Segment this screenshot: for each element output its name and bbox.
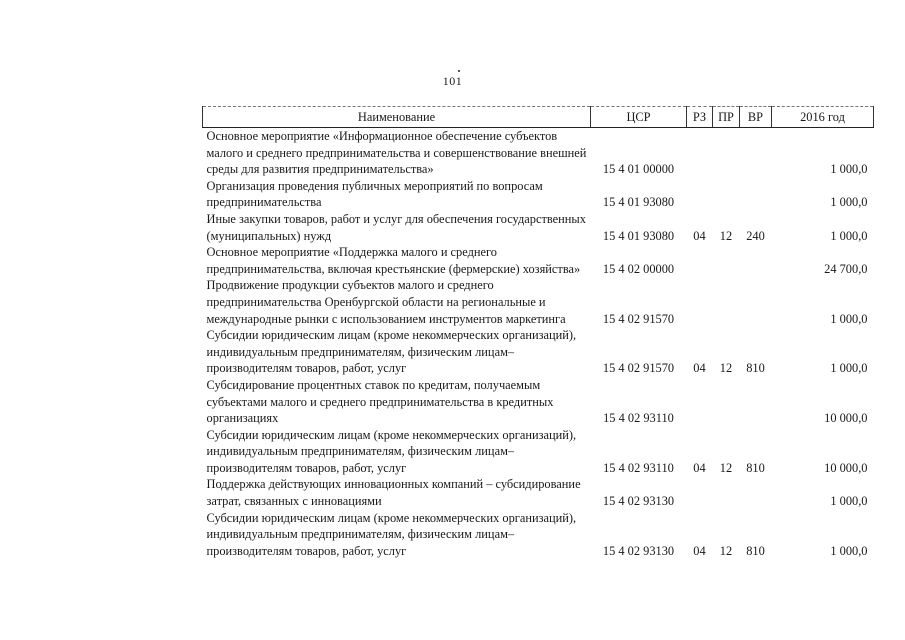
row-csr: 15 4 02 93130 — [602, 543, 675, 558]
row-vr: 810 — [746, 543, 765, 558]
row-amount: 1 000,0 — [830, 311, 868, 326]
row-pr — [713, 128, 740, 178]
row-name: Организация проведения публичных мероприятий по вопросам предпринимательства — [206, 178, 543, 210]
row-pr — [713, 277, 740, 327]
row-csr: 15 4 01 00000 — [602, 162, 675, 177]
row-csr: 15 4 01 93080 — [602, 195, 675, 210]
table-row — [203, 277, 874, 327]
row-name: Субсидии юридическим лицам (кроме некоммерческих организаций), индивидуальным предпринимателям, физическим лицам–производителям товаров, работ, услуг — [206, 427, 577, 475]
row-pr: 12 — [719, 460, 733, 475]
page-number: 101 — [442, 74, 463, 88]
row-name: Субсидирование процентных ставок по кредитам, получаемым субъектами малого и среднего предпринимательства в кредитных организациях — [206, 377, 554, 426]
row-amount: 1 000,0 — [830, 361, 868, 376]
row-name: Иные закупки товаров, работ и услуг для обеспечения государственных (муниципальных) нужд — [206, 211, 586, 243]
row-csr: 15 4 01 93080 — [602, 228, 675, 243]
row-vr: 240 — [746, 228, 765, 243]
header-pr: ПР — [713, 107, 740, 128]
row-rz — [687, 128, 713, 178]
row-pr — [713, 377, 740, 427]
row-rz — [687, 244, 713, 277]
row-vr: 810 — [746, 460, 765, 475]
table-row — [203, 128, 874, 178]
row-amount: 10 000,0 — [824, 411, 868, 426]
row-vr: 810 — [746, 361, 765, 376]
row-rz — [687, 178, 713, 211]
row-amount: 1 000,0 — [830, 195, 868, 210]
table-row — [203, 427, 874, 477]
row-vr — [740, 476, 772, 509]
table-row — [203, 211, 874, 244]
row-name: Субсидии юридическим лицам (кроме некоммерческих организаций), индивидуальным предпринимателям, физическим лицам–производителям товаров, работ, услуг — [206, 510, 577, 558]
row-rz: 04 — [693, 460, 706, 475]
row-rz — [687, 377, 713, 427]
table-row — [203, 510, 874, 560]
row-rz: 04 — [693, 543, 706, 558]
table-row — [203, 377, 874, 427]
row-name: Поддержка действующих инновационных компаний – субсидирование затрат, связанных с инновациями — [206, 477, 581, 509]
row-csr: 15 4 02 93130 — [602, 494, 675, 509]
row-vr — [740, 178, 772, 211]
row-pr — [713, 476, 740, 509]
row-amount: 1 000,0 — [830, 228, 868, 243]
row-name: Основное мероприятие «Поддержка малого и среднего предпринимательства, включая крестьянские (фермерские) хозяйства» — [206, 245, 581, 276]
table-header-row — [203, 107, 874, 128]
table-row — [203, 178, 874, 211]
row-pr — [713, 244, 740, 277]
row-amount: 24 700,0 — [824, 261, 868, 276]
scan-speck — [458, 70, 460, 72]
row-amount: 1 000,0 — [830, 162, 868, 177]
header-name: Наименование — [203, 107, 591, 128]
row-csr: 15 4 02 91570 — [602, 311, 675, 326]
row-vr — [740, 277, 772, 327]
row-amount: 10 000,0 — [824, 460, 868, 475]
row-pr: 12 — [719, 361, 733, 376]
table-row — [203, 327, 874, 377]
row-pr: 12 — [719, 543, 733, 558]
table-body — [203, 128, 874, 560]
row-vr — [740, 128, 772, 178]
row-amount: 1 000,0 — [830, 543, 868, 558]
row-csr: 15 4 02 93110 — [603, 411, 674, 426]
row-pr: 12 — [719, 228, 733, 243]
row-csr: 15 4 02 00000 — [602, 261, 675, 276]
row-rz: 04 — [693, 228, 706, 243]
row-name: Продвижение продукции субъектов малого и среднего предпринимательства Оренбургской области на региональные и международные рынки с использованием инструментов маркетинга — [206, 278, 566, 326]
budget-table — [202, 106, 874, 559]
header-vr: ВР — [740, 107, 772, 128]
table-row — [203, 476, 874, 509]
row-rz: 04 — [693, 361, 706, 376]
table-row — [203, 244, 874, 277]
header-rz: РЗ — [687, 107, 713, 128]
row-rz — [687, 277, 713, 327]
row-rz — [687, 476, 713, 509]
row-vr — [740, 377, 772, 427]
row-vr — [740, 244, 772, 277]
row-csr: 15 4 02 91570 — [602, 361, 675, 376]
header-csr: ЦСР — [591, 107, 687, 128]
row-csr: 15 4 02 93110 — [603, 460, 674, 475]
row-name: Основное мероприятие «Информационное обеспечение субъектов малого и среднего предпринимательства и совершенствование внешней среды для развития предпринимательства» — [206, 129, 587, 177]
row-amount: 1 000,0 — [830, 494, 868, 509]
header-year: 2016 год — [772, 107, 874, 128]
row-pr — [713, 178, 740, 211]
row-name: Субсидии юридическим лицам (кроме некоммерческих организаций), индивидуальным предпринимателям, физическим лицам–производителям товаров, работ, услуг — [206, 328, 577, 376]
